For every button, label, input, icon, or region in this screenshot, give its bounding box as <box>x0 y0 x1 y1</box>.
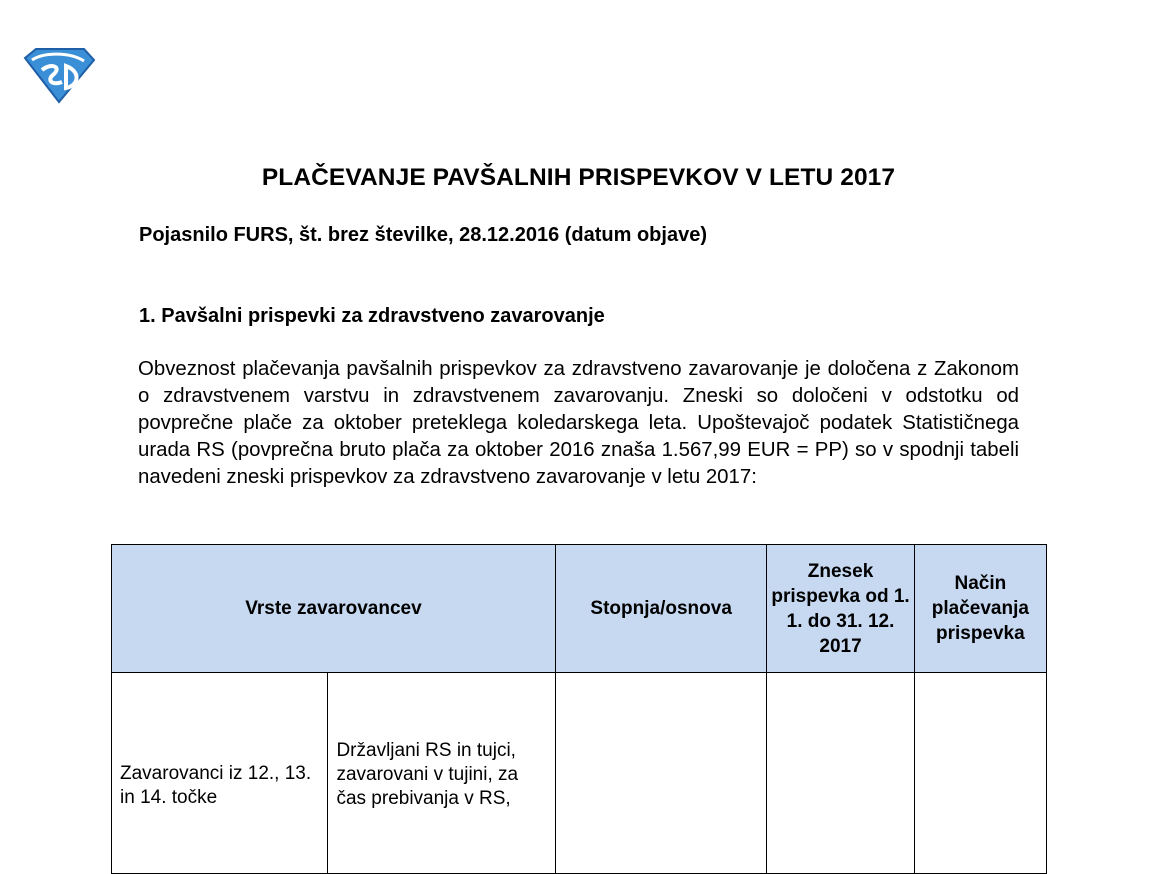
cell-insured-description: Državljani RS in tujci, zavarovani v tujini, za čas prebivanja v RS, <box>336 739 519 809</box>
cell-amount <box>767 743 913 803</box>
cell-payment-method <box>915 743 1046 803</box>
company-logo <box>22 46 96 104</box>
table-row <box>112 673 1047 874</box>
body-paragraph: Obveznost plačevanja pavšalnih prispevkov za zdravstveno zavarovanje je določena z Zakonom o zdravstvenem varstvu in zdravstvenem zavarovanju. Zneski so določeni v odstotku od povprečne plače za oktober preteklega koledarskega leta. Upoštevajoč podatek Statističnega urada RS (povprečna bruto plača za oktober 2016 znaša 1.567,99 EUR = PP) so v spodnji tabeli navedeni zneski prispevkov za zdravstveno zavarovanje v letu 2017: <box>138 358 1019 488</box>
header-amount: Znesek prispevka od 1. 1. do 31. 12. 2017 <box>767 545 914 673</box>
section-heading: 1. Pavšalni prispevki za zdravstveno zavarovanje <box>139 305 605 327</box>
document-subtitle: Pojasnilo FURS, št. brez številke, 28.12.2016 (datum objave) <box>139 224 707 246</box>
header-rate-base: Stopnja/osnova <box>555 545 766 673</box>
cell-rate-base <box>556 743 766 803</box>
table-header-row <box>112 545 1047 673</box>
cell-insured-group: Zavarovanci iz 12., 13. in 14. točke <box>120 763 312 808</box>
header-insured-types: Vrste zavarovancev <box>112 545 556 673</box>
header-payment-method: Način plačevanja prispevka <box>914 545 1046 673</box>
document-title: PLAČEVANJE PAVŠALNIH PRISPEVKOV V LETU 2017 <box>261 164 896 191</box>
contributions-table <box>111 544 1047 874</box>
